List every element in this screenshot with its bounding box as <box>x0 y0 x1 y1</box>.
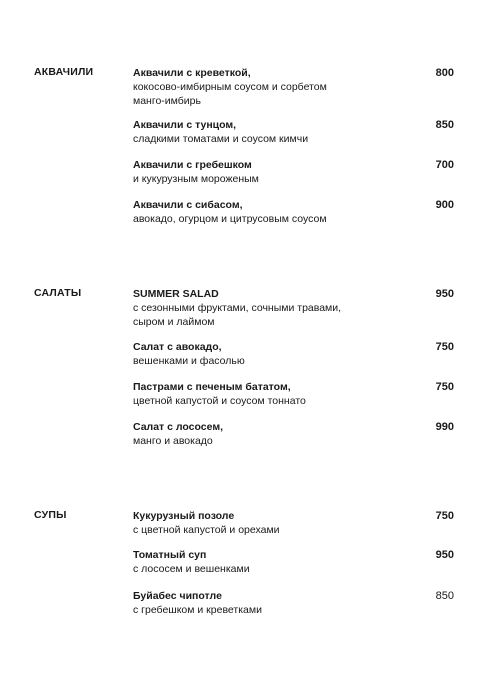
menu-item <box>133 420 453 448</box>
section-title: СУПЫ <box>34 509 67 521</box>
item-price: 750 <box>435 381 454 393</box>
item-description: цветной капустой и соусом тоннато <box>133 395 306 407</box>
item-name: Аквачили с сибасом, <box>133 199 243 211</box>
item-price: 850 <box>435 119 454 131</box>
item-price: 750 <box>435 510 454 522</box>
section-title: АКВАЧИЛИ <box>34 66 94 78</box>
item-price: 950 <box>435 288 454 300</box>
item-name: Аквачили с тунцом, <box>133 119 237 131</box>
item-price: 700 <box>435 159 454 171</box>
item-price: 800 <box>435 67 454 79</box>
section-title: САЛАТЫ <box>34 287 82 299</box>
menu-item <box>133 340 453 368</box>
menu-item <box>133 158 453 186</box>
item-description: и кукурузным мороженым <box>133 173 259 185</box>
item-name: Буйабес чипотле <box>133 590 222 602</box>
item-name: SUMMER SALAD <box>133 288 219 300</box>
item-price: 990 <box>435 421 454 433</box>
menu-item <box>133 66 453 108</box>
item-name: Пастрами с печеным бататом, <box>133 381 291 393</box>
menu-item <box>133 509 453 537</box>
menu-item <box>133 589 453 617</box>
item-description: манго и авокадо <box>133 435 213 447</box>
item-name: Аквачили с гребешком <box>133 159 252 171</box>
item-description: с сезонными фруктами, сочными травами, сыром и лаймом <box>133 302 342 328</box>
item-price: 750 <box>435 341 454 353</box>
item-price: 900 <box>435 199 454 211</box>
item-description: авокадо, огурцом и цитрусовым соусом <box>133 213 327 225</box>
menu-item <box>133 198 453 226</box>
item-name: Аквачили с креветкой, <box>133 67 251 79</box>
item-name: Салат с авокадо, <box>133 341 222 353</box>
item-name: Кукурузный позоле <box>133 510 235 522</box>
item-description: кокосово-имбирным соусом и сорбетом манго-имбирь <box>133 81 327 107</box>
menu-item <box>133 287 453 329</box>
item-name: Томатный суп <box>133 549 207 561</box>
item-price: 950 <box>435 549 454 561</box>
item-price: 850 <box>435 590 454 602</box>
item-description: с лососем и вешенками <box>133 563 250 575</box>
menu-item <box>133 118 453 146</box>
menu-item <box>133 380 453 408</box>
item-name: Салат с лососем, <box>133 421 224 433</box>
item-description: с цветной капустой и орехами <box>133 524 280 536</box>
item-description: с гребешком и креветками <box>133 604 262 616</box>
item-description: сладкими томатами и соусом кимчи <box>133 133 309 145</box>
menu-item <box>133 548 453 576</box>
item-description: вешенками и фасолью <box>133 355 245 367</box>
